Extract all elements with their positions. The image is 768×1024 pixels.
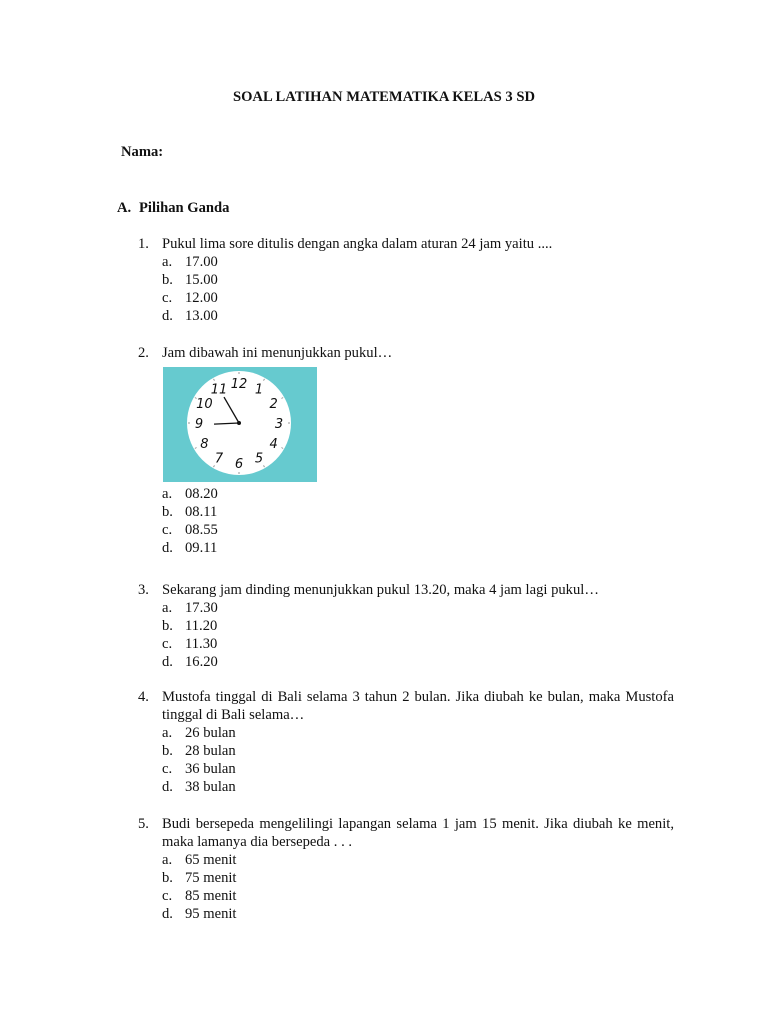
question-5: [138, 815, 674, 923]
option-letter: b.: [162, 272, 173, 288]
clock-number: 5: [254, 451, 264, 467]
clock-number: 6: [234, 457, 244, 472]
option-text: 17.00: [185, 254, 218, 270]
clock-number: 2: [269, 397, 278, 412]
option-d[interactable]: [162, 778, 674, 796]
option-letter: b.: [162, 870, 173, 886]
option-text: 13.00: [185, 308, 218, 324]
option-letter: b.: [162, 504, 173, 520]
section-title: Pilihan Ganda: [139, 200, 230, 216]
option-a[interactable]: [162, 599, 674, 617]
option-letter: d.: [162, 540, 173, 556]
option-text: 15.00: [185, 272, 218, 288]
section-heading: [117, 199, 229, 217]
option-text: 08.20: [185, 486, 218, 502]
option-text: 28 bulan: [185, 743, 236, 759]
clock-face-icon: [163, 367, 317, 482]
option-letter: c.: [162, 761, 173, 777]
question-text: Pukul lima sore ditulis dengan angka dalam aturan 24 jam yaitu ....: [162, 236, 553, 252]
question-number: 1.: [138, 236, 149, 252]
option-b[interactable]: [162, 271, 674, 289]
question-2: [138, 344, 674, 557]
option-list: [138, 851, 674, 923]
question-number: 3.: [138, 582, 149, 598]
section-letter: A.: [117, 200, 132, 216]
question-1: [138, 235, 674, 325]
option-letter: c.: [162, 290, 173, 306]
option-letter: a.: [162, 486, 173, 502]
option-letter: c.: [162, 522, 173, 538]
question-4: [138, 688, 674, 796]
clock-number: 8: [200, 437, 209, 452]
question-text: Mustofa tinggal di Bali selama 3 tahun 2 bulan. Jika diubah ke bulan, maka Mustofa tinggal di Bali selama…: [162, 689, 674, 723]
option-text: 12.00: [185, 290, 218, 306]
option-text: 08.11: [185, 504, 218, 520]
clock-center: [237, 421, 241, 425]
question-text: Sekarang jam dinding menunjukkan pukul 13.20, maka 4 jam lagi pukul…: [162, 582, 599, 598]
option-letter: b.: [162, 743, 173, 759]
option-text: 95 menit: [185, 906, 237, 922]
clock-number: 10: [196, 397, 213, 412]
option-text: 26 bulan: [185, 725, 236, 741]
option-text: 65 menit: [185, 852, 237, 868]
option-text: 08.55: [185, 522, 218, 538]
clock-number: 3: [274, 417, 284, 432]
clock-number: 9: [194, 417, 204, 432]
question-number: 2.: [138, 345, 149, 361]
option-list: [138, 724, 674, 796]
option-c[interactable]: [162, 521, 674, 539]
option-text: 09.11: [185, 540, 218, 556]
option-c[interactable]: [162, 289, 674, 307]
page-title: SOAL LATIHAN MATEMATIKA KELAS 3 SD: [232, 89, 536, 105]
option-d[interactable]: [162, 653, 674, 671]
option-letter: d.: [162, 308, 173, 324]
option-text: 36 bulan: [185, 761, 236, 777]
option-letter: d.: [162, 654, 173, 670]
option-a[interactable]: [162, 485, 674, 503]
option-letter: a.: [162, 852, 173, 868]
option-text: 38 bulan: [185, 779, 236, 795]
option-letter: a.: [162, 600, 173, 616]
option-b[interactable]: [162, 742, 674, 760]
option-c[interactable]: [162, 887, 674, 905]
option-d[interactable]: [162, 307, 674, 325]
option-a[interactable]: [162, 253, 674, 271]
option-text: 11.30: [185, 636, 218, 652]
clock-number: 7: [214, 451, 224, 467]
clock-image: [163, 367, 317, 482]
option-c[interactable]: [162, 760, 674, 778]
option-letter: a.: [162, 254, 173, 270]
option-d[interactable]: [162, 539, 674, 557]
clock-number: 11: [210, 382, 228, 398]
option-b[interactable]: [162, 869, 674, 887]
option-a[interactable]: [162, 851, 674, 869]
option-letter: c.: [162, 888, 173, 904]
option-text: 85 menit: [185, 888, 237, 904]
option-letter: d.: [162, 906, 173, 922]
option-c[interactable]: [162, 635, 674, 653]
question-text: Jam dibawah ini menunjukkan pukul…: [162, 345, 393, 361]
clock-number: 1: [254, 382, 264, 398]
option-letter: b.: [162, 618, 173, 634]
option-text: 17.30: [185, 600, 218, 616]
option-list: [138, 253, 674, 325]
question-3: [138, 581, 674, 671]
clock-number: 4: [269, 437, 278, 452]
option-b[interactable]: [162, 503, 674, 521]
option-text: 11.20: [185, 618, 218, 634]
question-number: 4.: [138, 689, 149, 705]
option-b[interactable]: [162, 617, 674, 635]
question-text: Budi bersepeda mengelilingi lapangan selama 1 jam 15 menit. Jika diubah ke menit, maka lamanya dia bersepeda . . .: [162, 816, 674, 850]
option-text: 75 menit: [185, 870, 237, 886]
option-letter: a.: [162, 725, 173, 741]
clock-number: 12: [230, 377, 248, 392]
option-d[interactable]: [162, 905, 674, 923]
option-letter: d.: [162, 779, 173, 795]
option-text: 16.20: [185, 654, 218, 670]
question-number: 5.: [138, 816, 149, 832]
option-list: [138, 485, 674, 557]
option-letter: c.: [162, 636, 173, 652]
option-a[interactable]: [162, 724, 674, 742]
name-field-label: Nama:: [121, 144, 164, 160]
option-list: [138, 599, 674, 671]
